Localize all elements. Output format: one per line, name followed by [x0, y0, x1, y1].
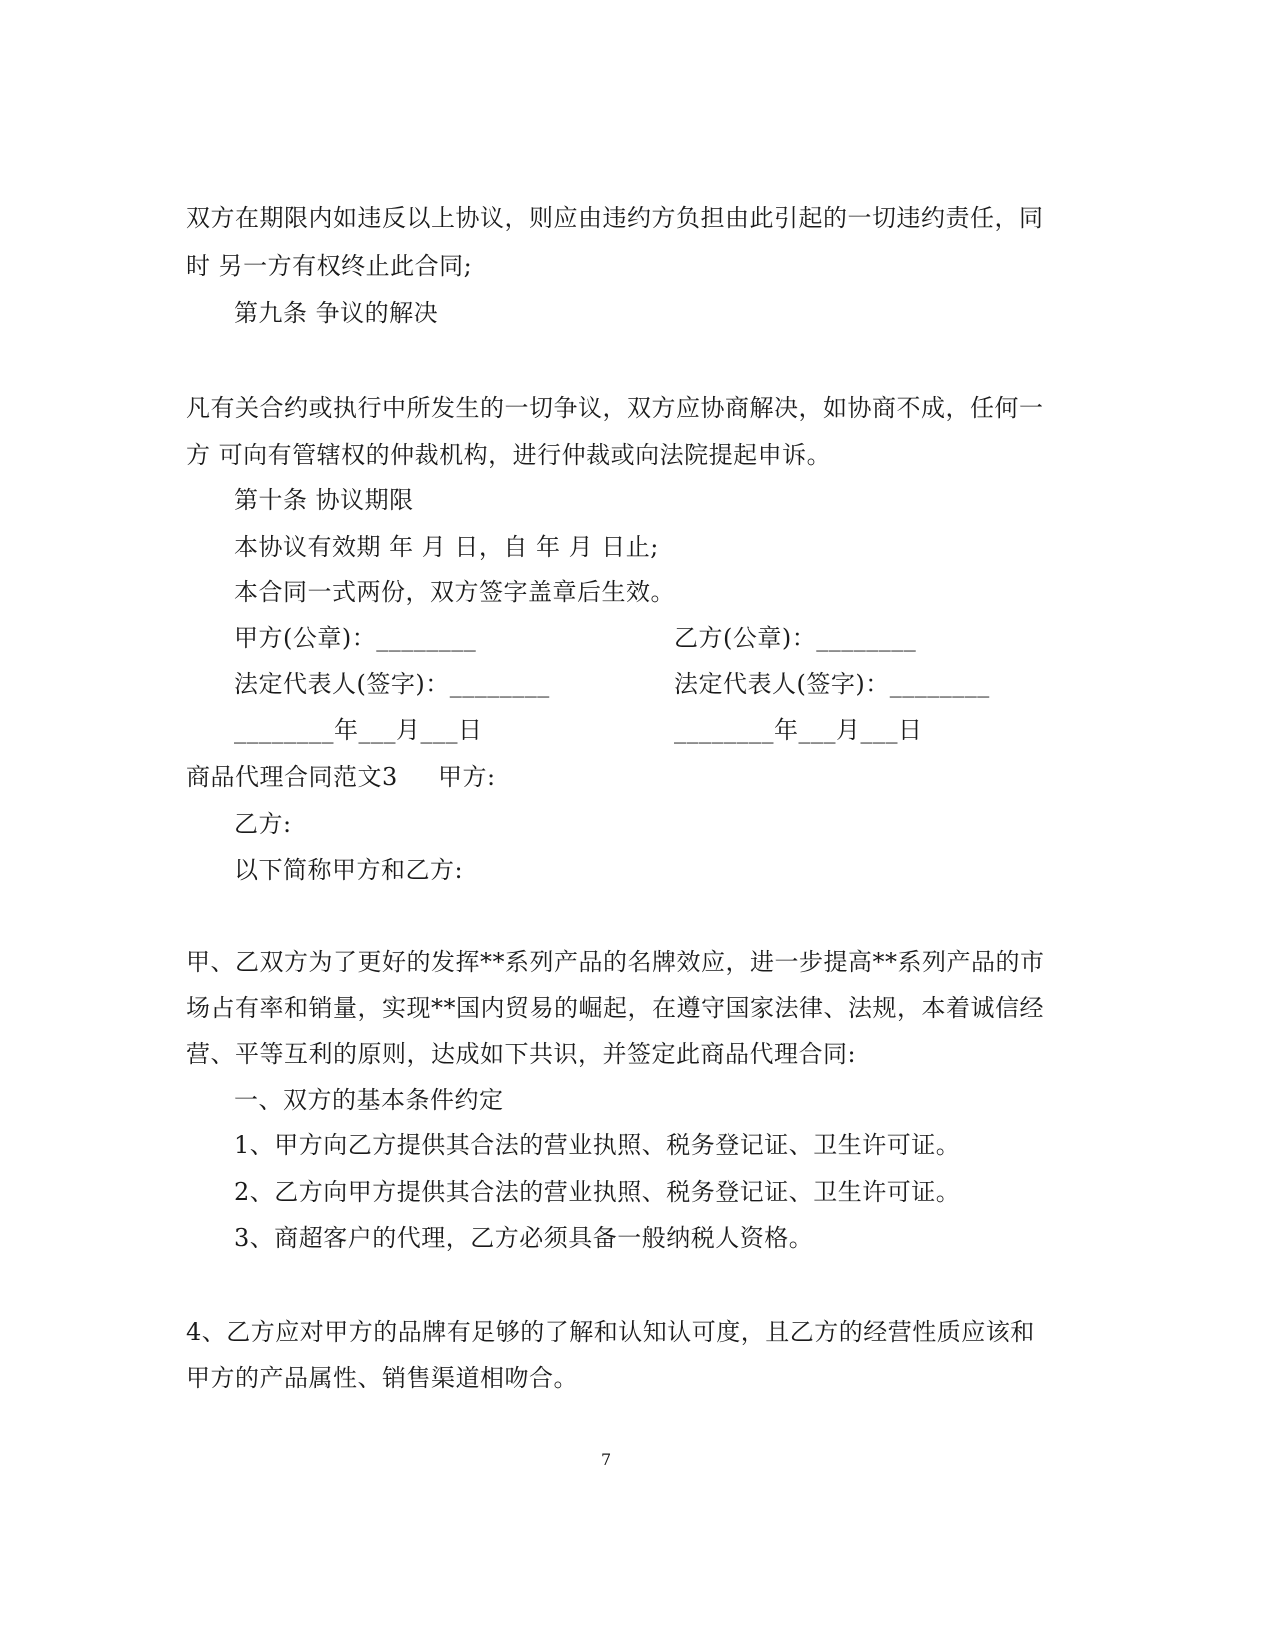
party-b-label: 乙方: [234, 810, 292, 838]
section-heading: 第九条 争议的解决 [234, 299, 439, 327]
paragraph-line: 以下简称甲方和乙方: [234, 856, 464, 884]
party-a-seal: 甲方(公章)：________ [234, 624, 477, 652]
paragraph-line: 营、平等互利的原则，达成如下共识，并签定此商品代理合同: [186, 1040, 857, 1068]
page-number: 7 [601, 1450, 612, 1469]
list-item: 4、乙方应对甲方的品牌有足够的了解和认知认可度，且乙方的经营性质应该和 [186, 1318, 1035, 1346]
list-item: 1、甲方向乙方提供其合法的营业执照、税务登记证、卫生许可证。 [234, 1131, 961, 1159]
party-b-representative: 法定代表人(签字)：________ [674, 670, 990, 698]
paragraph-line: 双方在期限内如违反以上协议，则应由违约方负担由此引起的一切违约责任，同 [186, 204, 1044, 232]
paragraph-line: 场占有率和销量，实现**国内贸易的崛起，在遵守国家法律、法规，本着诚信经 [186, 994, 1044, 1022]
paragraph-line: 方 可向有管辖权的仲裁机构，进行仲裁或向法院提起申诉。 [186, 441, 832, 469]
paragraph-line: 本协议有效期 年 月 日，自 年 月 日止; [234, 533, 659, 561]
paragraph-line: 甲方的产品属性、销售渠道相吻合。 [186, 1364, 578, 1392]
section-heading: 一、双方的基本条件约定 [234, 1086, 504, 1114]
paragraph-line: 甲、乙双方为了更好的发挥**系列产品的名牌效应，进一步提高**系列产品的市 [186, 948, 1045, 976]
party-a-label: 甲方: [438, 763, 496, 791]
party-a-date: ________年___月___日 [234, 716, 483, 744]
party-b-seal: 乙方(公章)：________ [674, 624, 917, 652]
paragraph-line: 时 另一方有权终止此合同; [186, 252, 473, 280]
contract-title: 商品代理合同范文3 [186, 763, 398, 791]
paragraph-line: 凡有关合约或执行中所发生的一切争议，双方应协商解决，如协商不成，任何一 [186, 394, 1044, 422]
list-item: 3、商超客户的代理，乙方必须具备一般纳税人资格。 [234, 1224, 814, 1252]
paragraph-line: 本合同一式两份，双方签字盖章后生效。 [234, 578, 675, 606]
party-a-representative: 法定代表人(签字)：________ [234, 670, 550, 698]
party-b-date: ________年___月___日 [674, 716, 923, 744]
section-heading: 第十条 协议期限 [234, 486, 414, 514]
list-item: 2、乙方向甲方提供其合法的营业执照、税务登记证、卫生许可证。 [234, 1178, 961, 1206]
